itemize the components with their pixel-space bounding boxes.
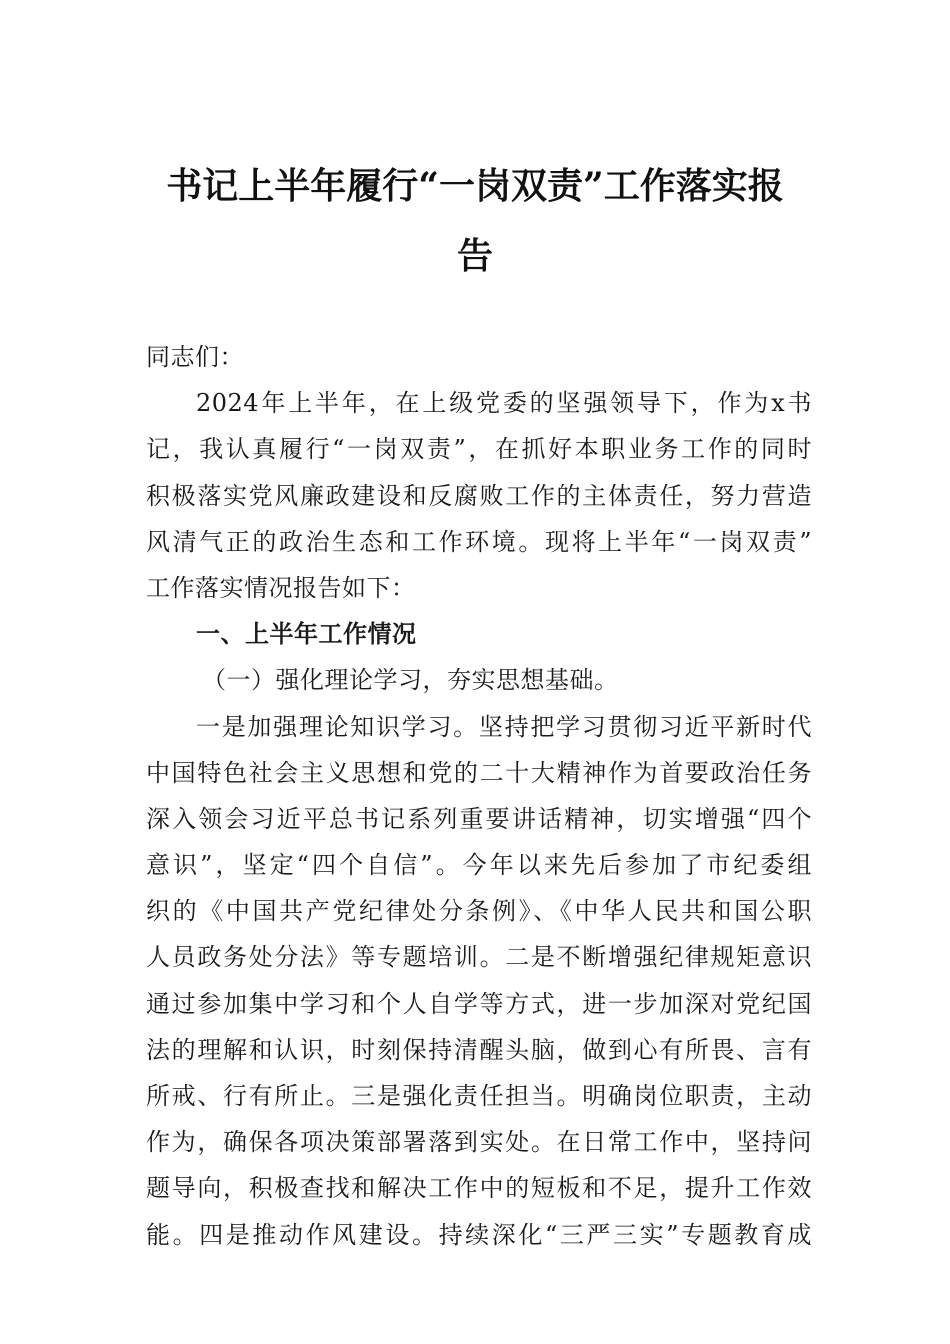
- intro-line: 2024年上半年，在上级党委的坚强领导下，作为x书: [196, 389, 812, 418]
- intro-line: 积极落实党风廉政建设和反腐败工作的主体责任，努力营造: [146, 481, 812, 510]
- paragraph-line: 法的理解和认识，时刻保持清醒头脑，做到心有所畏、言有: [146, 1035, 812, 1064]
- document-body: [146, 334, 812, 1258]
- intro-line: 记，我认真履行“一岗双责”，在抓好本职业务工作的同时: [146, 435, 812, 464]
- subsection-heading: （一）强化理论学习，夯实思想基础。: [202, 666, 619, 695]
- paragraph-line: 能。四是推动作风建设。持续深化“三严三实”专题教育成: [146, 1220, 812, 1249]
- salutation: 同志们：: [146, 343, 244, 371]
- intro-line: 风清气正的政治生态和工作环境。现将上半年“一岗双责”: [146, 527, 812, 556]
- paragraph-line: 中国特色社会主义思想和党的二十大精神作为首要政治任务: [146, 758, 812, 787]
- paragraph-line: 作为，确保各项决策部署落到实处。在日常工作中，坚持问: [146, 1128, 812, 1157]
- intro-line: 工作落实情况报告如下：: [146, 573, 416, 602]
- paragraph-line: 人员政务处分法》等专题培训。二是不断增强纪律规矩意识: [146, 943, 812, 972]
- paragraph-line: 织的《中国共产党纪律处分条例》、《中华人民共和国公职: [146, 897, 812, 926]
- document-title-line-1: 书记上半年履行“一岗双责”工作落实报: [166, 165, 784, 207]
- paragraph-line: 通过参加集中学习和个人自学等方式，进一步加深对党纪国: [146, 989, 812, 1018]
- document-title-line-2: 告: [456, 235, 493, 277]
- paragraph-line: 深入领会习近平总书记系列重要讲话精神，切实增强“四个: [146, 804, 812, 833]
- paragraph-line: 一是加强理论知识学习。坚持把学习贯彻习近平新时代: [196, 712, 812, 741]
- section-heading: 一、上半年工作情况: [196, 620, 417, 649]
- paragraph-line: 所戒、行有所止。三是强化责任担当。明确岗位职责，主动: [146, 1082, 812, 1110]
- paragraph-line: 意识”，坚定“四个自信”。今年以来先后参加了市纪委组: [146, 851, 812, 880]
- paragraph-line: 题导向，积极查找和解决工作中的短板和不足，提升工作效: [146, 1174, 812, 1203]
